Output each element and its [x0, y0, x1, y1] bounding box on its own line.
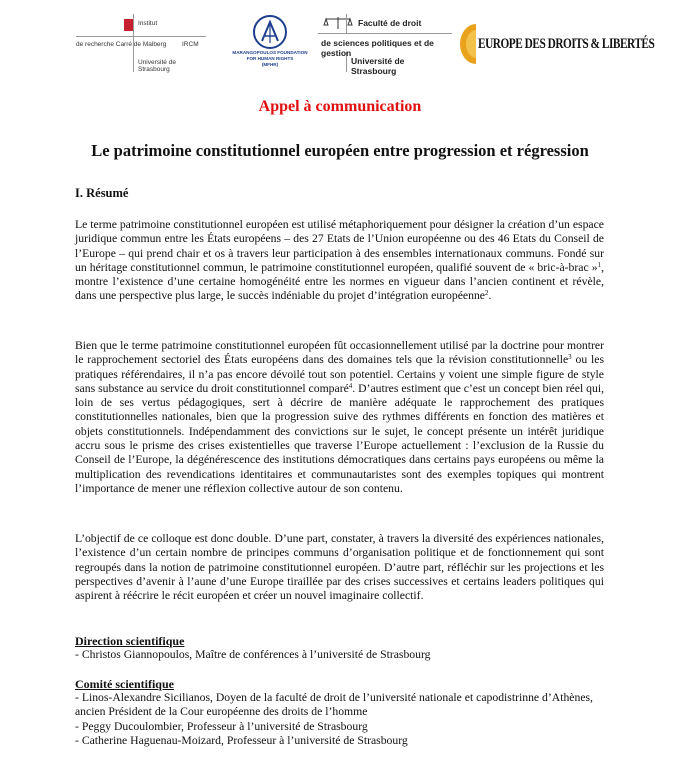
- irem-name-label: de recherche Carré de Malberg: [76, 41, 167, 48]
- faculte-name-label: Faculté de droit: [358, 18, 422, 28]
- scales-icon: [323, 16, 353, 30]
- comite-heading: Comité scientifique: [75, 677, 174, 691]
- marangopoulos-line1: MARANGOPOULOS FOUNDATION: [232, 50, 308, 55]
- irem-acronym-label: IRCM: [182, 41, 199, 48]
- irem-institut-label: Institut: [138, 20, 158, 27]
- logo-bar: [0, 10, 680, 76]
- irem-university-label: Université de Strasbourg: [138, 59, 176, 73]
- divider: [76, 36, 206, 37]
- marangopoulos-line2: FOR HUMAN RIGHTS: [246, 56, 294, 61]
- faculte-university-label: Université de Strasbourg: [351, 56, 405, 76]
- comite-member: - Peggy Ducoulombier, Professeur à l’université de Strasbourg: [75, 720, 368, 733]
- paragraph-1: [75, 218, 604, 304]
- paragraph-text: ou les pratiques référendaires, il n’a pas encore dévoilé tout son potentiel. Certains y voient une simple figure de style sans substance au service du droit constitutionnel comparé: [75, 353, 604, 395]
- divider: [346, 14, 347, 33]
- section-heading: I. Résumé: [75, 186, 129, 200]
- comite-member: - Linos-Alexandre Sicilianos, Doyen de la faculté de droit de l’université nationale et capodistrinne d’Athènes, ancien Président de la Cour européenne des droits de l’homme: [75, 691, 593, 719]
- europe-droits-libertes-logo: [460, 24, 655, 64]
- direction-heading: Direction scientifique: [75, 634, 185, 648]
- marangopoulos-line3: (MFHR): [261, 62, 279, 67]
- divider: [318, 33, 452, 34]
- paragraph-text: , montre l’existence d’une certaine homogénéité entre les normes en vigueur dans l’ancien continent et révèle, dans une perspective plus large, le succès indéniable du projet d’intégration européenne: [75, 260, 604, 303]
- faculte-logo: [318, 14, 452, 76]
- irem-logo: [76, 14, 206, 72]
- paragraph-text: .: [488, 289, 492, 303]
- footnote-ref[interactable]: 3: [568, 353, 572, 362]
- comite-member: - Catherine Haguenau-Moizard, Professeur à l’université de Strasbourg: [75, 734, 408, 747]
- direction-member: - Christos Giannopoulos, Maître de conférences à l’université de Strasbourg: [75, 648, 431, 661]
- paragraph-text: Le terme patrimoine constitutionnel européen est utilisé métaphoriquement pour désigner la création d’un espace juridique commun entre les États européens – des 27 Etats de l’Union européenne ou des 46 Etats du Conseil de l’Europe – qui prend chair et os à travers leur participation à des ensembles internationaux communs. Fondé sur un héritage constitutionnel commun, le patrimoine constitutionnel européen, qualifié souvent de « bric-à-brac »: [75, 218, 604, 274]
- footnote-ref[interactable]: 1: [597, 260, 602, 269]
- footnote-ref[interactable]: 2: [485, 289, 489, 298]
- edl-emblem-icon: [460, 24, 476, 64]
- paragraph-text: Bien que le terme patrimoine constitutionnel européen fût occasionnellement utilisé par la doctrine pour montrer le rapprochement sectoriel des États européens dans des domaines tels que la révision constitutionnelle: [75, 339, 604, 367]
- edl-logo-text: EUROPE DES DROITS & LIBERTÉS: [478, 36, 655, 52]
- paragraph-text: . D’autres estiment que c’est un concept bien réel qui, loin de ses vertus pédagogiques, sert à décrire de manière adéquate le rapprochement des pratiques constitutionnelles nationales, bien que la progression suive des rythmes différents en fonction des matières et objets constitutionnels. Indépendamment des convictions sur le sujet, le concept présente un intérêt juridique accru sous le prisme des crises existentielles que traverse l’Europe actuellement : l’exclusion de la Russie du Conseil de l’Europe, la dégénérescence des institutions démocratiques dans certains pays européens ou même la multiplication des revendications identitaires et communautaristes sont des exemples topiques qui montrent l’importance de mener une réflexion collective autour de son contenu.: [75, 381, 605, 495]
- marangopoulos-logo: [220, 14, 320, 72]
- footnote-ref[interactable]: 4: [348, 381, 353, 390]
- marangopoulos-emblem-icon: [250, 14, 290, 50]
- paragraph-2: [75, 339, 604, 496]
- page-subtitle: Le patrimoine constitutionnel européen entre progression et régression: [91, 141, 589, 160]
- faculte-sub-label: de sciences politiques et de gestion: [321, 38, 434, 58]
- page-title: Appel à communication: [258, 98, 422, 115]
- paragraph-3: L’objectif de ce colloque est donc double. D’une part, constater, à travers la diversité des expériences nationales, l’existence d’un certain nombre de principes communs d’organisation politique et de fonctionnement qui sont regroupés dans la notion de patrimoine constitutionnel européen. D’autre part, réfléchir sur les projections et les perspectives d’avenir à l’aune d’une Europe tiraillée par des crises successives et certains leaders politiques qui aspirent à réécrire le récit européen et créer un nouvel imaginaire collectif.: [75, 532, 604, 603]
